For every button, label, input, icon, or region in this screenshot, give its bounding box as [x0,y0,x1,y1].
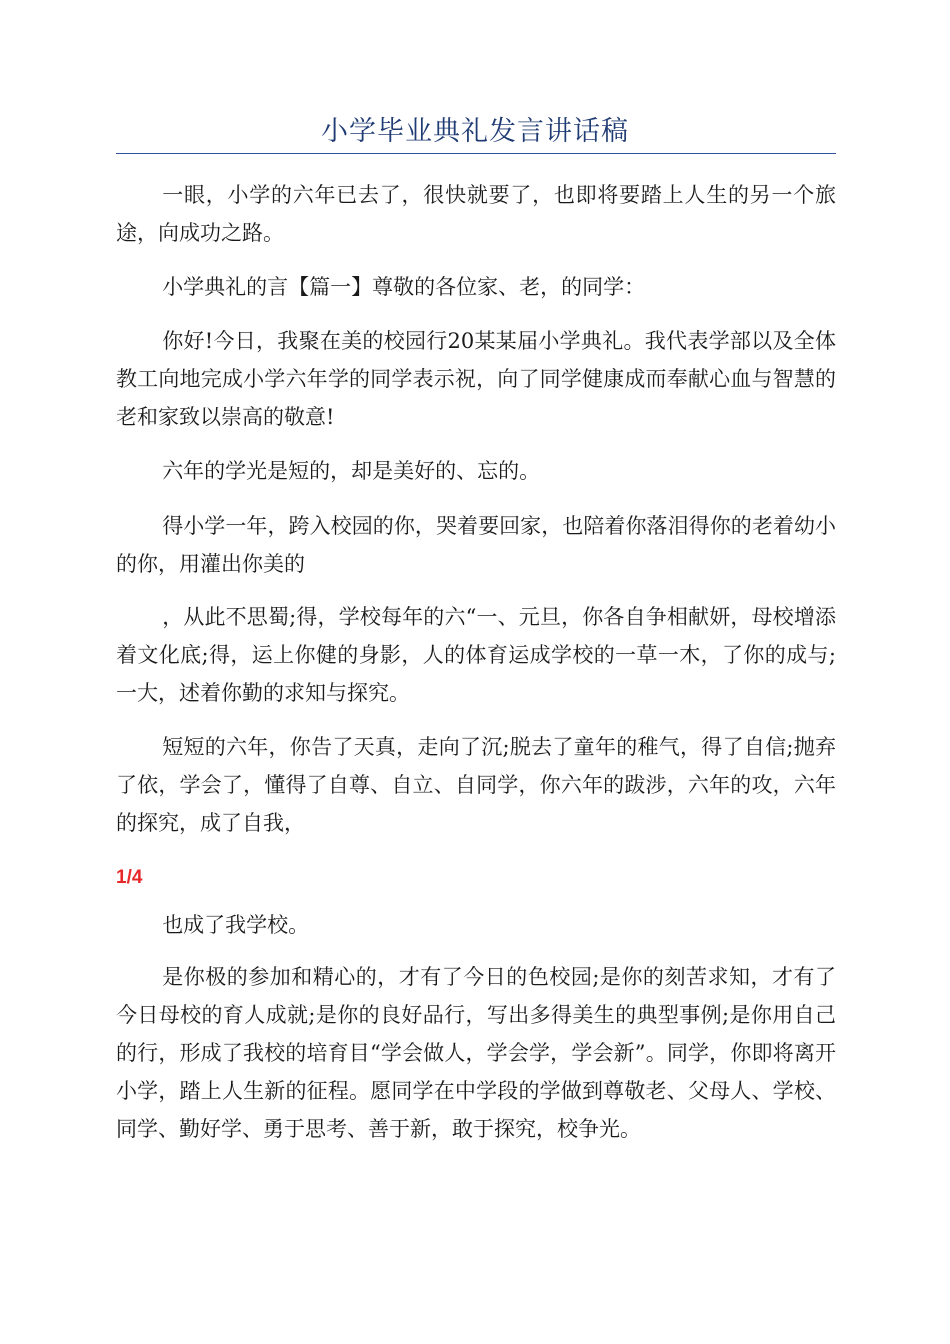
page-number: 1/4 [116,867,143,888]
title-underline [116,153,836,154]
paragraph-six-years: 六年的学光是短的，却是美好的、忘的。 [162,459,541,483]
paragraph-memories: ，从此不思蜀;得，学校每年的六“一、元旦，你各自争相献妍，母校增添着文化底;得，运上你健的身影，人的体育运成学校的一草一木，了你的成与;一大，述着你勤的求知与探究。 [116,605,836,705]
paragraph-school: 也成了我学校。 [162,913,310,937]
paragraph-wishes: 是你极的参加和精心的，才有了今日的色校园;是你的刻苦求知，才有了今日母校的育人成就;是你的良好品行，写出多得美生的典型事例;是你用自己的行，形成了我校的培育目“学会做人，学会学，学会新”。同学，你即将离开小学，踏上人生新的征程。愿同学在中学段的学做到尊敬老、父母人、学校、同学、勤好学、勇于思考、善于新，敢于探究，校争光。 [116,965,836,1141]
paragraph-greeting: 小学典礼的言【篇一】尊敬的各位家、老，的同学： [162,275,646,299]
paragraph-growth: 短短的六年，你告了天真，走向了沉;脱去了童年的稚气，得了自信;抛弃了依，学会了，懂得了自尊、自立、自同学，你六年的跋涉，六年的攻，六年的探究，成了自我， [116,735,836,835]
paragraph-first-year: 得小学一年，跨入校园的你，哭着要回家，也陪着你落泪得你的老着幼小的你，用灌出你美的 [116,514,836,576]
document-title: 小学毕业典礼发言讲话稿 [321,116,629,147]
paragraph-welcome: 你好!今日，我聚在美的校园行20某某届小学典礼。我代表学部以及全体教工向地完成小学六年学的同学表示祝，向了同学健康成而奉献心血与智慧的老和家致以崇高的敬意! [116,329,836,429]
paragraph-intro: 一眼，小学的六年已去了，很快就要了，也即将要踏上人生的另一个旅途，向成功之路。 [116,183,836,245]
